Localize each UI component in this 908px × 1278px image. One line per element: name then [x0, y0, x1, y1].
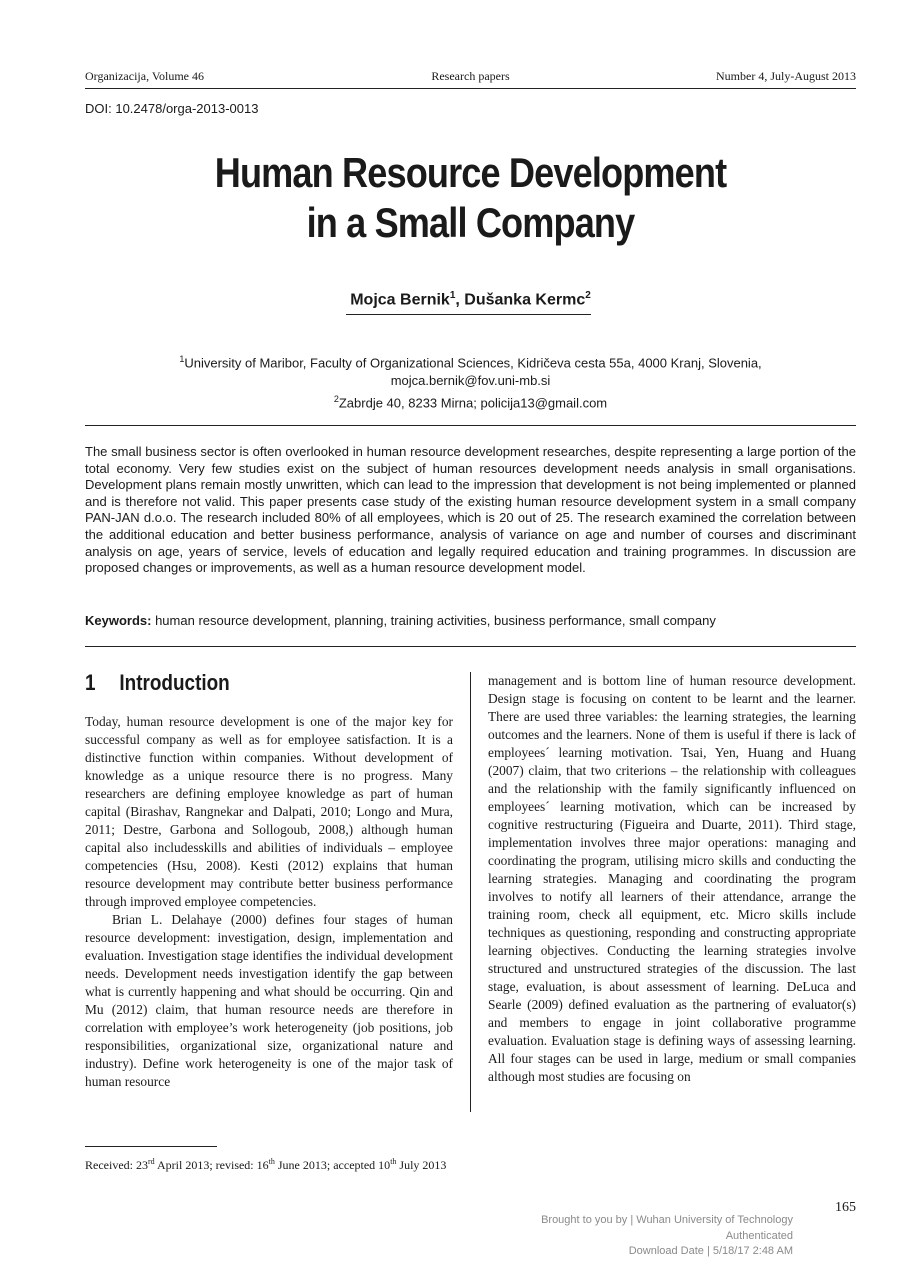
abstract-bottom-rule: [85, 646, 856, 647]
abstract-top-rule: [85, 425, 856, 426]
section-title: Introduction: [119, 670, 230, 695]
author-1-affil: 1: [449, 290, 456, 301]
revised-sup: th: [268, 1157, 275, 1166]
download-line-1: Brought to you by | Wuhan University of Technology: [541, 1214, 793, 1226]
section-number: 1: [85, 670, 96, 695]
affiliations: [85, 350, 856, 413]
affiliation-1-email[interactable]: mojca.bernik@fov.uni-mb.si: [390, 373, 551, 389]
footnote-rule: [85, 1146, 217, 1147]
keywords-label: Keywords:: [85, 613, 152, 628]
received-date: Received: 23: [85, 1158, 148, 1172]
paper-title: [139, 148, 802, 248]
body-paragraph-1: Today, human resource development is one of the major key for successful company as well as for employee satisfaction. It is a distinctive function within companies. Without development of knowledge as a unique resource there is no progress. Many researchers are defining employee knowledge as part of human capital (Birashav, Rangnekar and Dalpati, 2010; Longo and Mura, 2011; Destre, Garbona and Sollogoub, 2008,) although human capital also includesskills and abilities of individuals – employee competencies (Hsu, 2008). Kesti (2012) explains that human resource development may contribute better business performance through improved employee competencies.: [85, 714, 453, 909]
affiliation-2-mark: 2: [333, 394, 339, 405]
affiliation-2: [85, 390, 856, 412]
page-number: 165: [835, 1200, 856, 1215]
affiliation-2-text: Zabrdje 40, 8233 Mirna; policija13@gmail.com: [338, 395, 608, 411]
download-line-3: Download Date | 5/18/17 2:48 AM: [628, 1245, 793, 1257]
abstract: The small business sector is often overlooked in human resource development researches, despite representing a large portion of the total economy. Very few studies exist on the subject of human resources development needs analysis in small organisations. Development plans remain mostly unwritten, which can lead to the impression that development is not being implemented or planned and is therefore not valid. This paper presents case study of the existing human resource development system in a small company PAN-JAN d.o.o. The research included 80% of all employees, which is 20 out of 25. The research examined the correlation between the additional education and better business performance, analysis of variance on age and number of courses and discriminant analysis on age, years of service, levels of education and legally required education and training programmes. In discussion are proposed changes or improvements, as well as a human resource development model.: [85, 444, 856, 576]
keywords: [85, 612, 856, 629]
journal-name: Organizacija, Volume 46: [85, 69, 204, 83]
section-heading: [85, 670, 230, 696]
issue-info: Number 4, July-August 2013: [716, 69, 856, 83]
accepted-month: July 2013: [396, 1158, 447, 1172]
download-watermark: [541, 1213, 793, 1260]
doi: DOI: 10.2478/orga-2013-0013: [85, 101, 259, 116]
right-column: [488, 672, 856, 1086]
keywords-text: human resource development, planning, training activities, business performance, small company: [151, 613, 716, 628]
author-2-affil: 2: [585, 290, 591, 301]
column-divider: [470, 672, 471, 1112]
section-name: Research papers: [431, 69, 510, 83]
affiliation-1-mark: 1: [179, 354, 185, 364]
author-2: Dušanka Kermc: [464, 291, 586, 309]
accepted-sup: th: [390, 1157, 397, 1166]
affiliation-1: [85, 350, 856, 372]
received-sup: rd: [147, 1157, 155, 1166]
accepted-date: June 2013; accepted 10: [274, 1158, 391, 1172]
left-column: [85, 713, 453, 1091]
body-paragraph-2: Brian L. Delahaye (2000) defines four stages of human resource development: investigation, design, implementation and evaluation. Investigation stage identifies the individual development needs. Development needs investigation identify the gap between what is currently happening and what should be occurring. Qin and Mu (2012) claim, that human resource needs are therefore in correlation with employee’s work heterogeneity (job positions, job responsibilities, organizational size, organizational nature and industry). Define work heterogeneity is one of the major task of human resource: [85, 912, 453, 1089]
running-header: [85, 69, 856, 85]
title-line-2: in a Small Company: [306, 199, 635, 246]
header-rule: [85, 88, 856, 89]
revised-date: April 2013; revised: 16: [154, 1158, 269, 1172]
author-1: Mojca Bernik: [350, 291, 450, 309]
author-list: [85, 290, 856, 309]
author-rule: [346, 314, 591, 315]
body-paragraph-3: management and is bottom line of human resource development. Design stage is focusing on content to be learnt and the learner. There are used three variables: the learning strategies, the learning outcomes and the learners. None of them is useful if there is lack of employees´ learning motivation. Tsai, Yen, Huang and Huang (2007) claim, that two criterions – the relationship with colleagues and the relationship with the family significantly influenced on employees´ learning motivation, which can be increased by cognitive restructuring (Figueira and Duarte, 2011). Third stage, implementation involves three major operations: managing and coordinating the program, utilising micro skills and conducting the learning strategies. Managing and coordinating the program involves to notify all learners of their attendance, arrange the training room, check all equipment, etc. Micro skills include techniques as questioning, responding and constructing appropriate learning objectives. Conducting the learning strategies involve structured and unstructured strategies of the discussion. The last stage, evaluation, is about assessment of learning. DeLuca and Searle (2009) defined evaluation as the partnering of evaluator(s) and members to engage in joint collaborative programme evaluation. Evaluation stage is defining ways of assessing learning. All four stages can be used in large, medium or small companies although most studies are focusing on: [488, 673, 856, 1084]
affiliation-1-text: University of Maribor, Faculty of Organizational Sciences, Kidričeva cesta 55a, 4000 Kranj, Slovenia,: [184, 355, 762, 371]
received-footnote: [85, 1157, 446, 1173]
download-line-2: Authenticated: [725, 1229, 793, 1242]
author-separator: ,: [455, 291, 465, 309]
title-line-1: Human Resource Development: [214, 149, 727, 196]
